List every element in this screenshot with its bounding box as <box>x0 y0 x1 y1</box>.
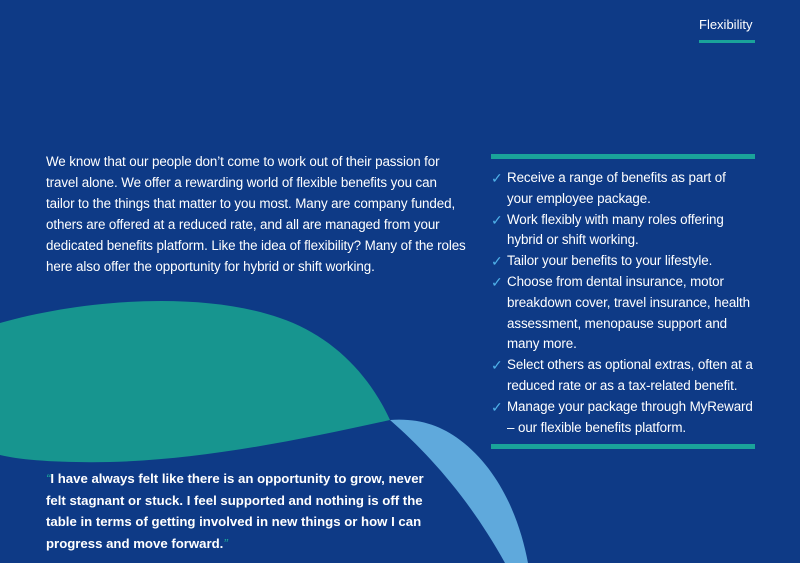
teal-wave-shape <box>0 301 390 462</box>
check-icon: ✓ <box>491 273 503 290</box>
benefit-text: Tailor your benefits to your lifestyle. <box>507 253 713 269</box>
open-quote-mark: “ <box>46 471 51 486</box>
list-item <box>491 272 755 355</box>
section-label: Flexibility <box>699 17 753 32</box>
benefit-text: Work flexibly with many roles offering hybrid or shift working. <box>507 211 724 248</box>
benefits-list-panel <box>491 154 755 449</box>
list-item <box>491 168 755 210</box>
list-item <box>491 355 755 397</box>
employee-quote <box>46 468 426 554</box>
section-tag <box>699 16 755 43</box>
intro-paragraph: We know that our people don’t come to work out of their passion for travel alone. We offer a rewarding world of flexible benefits you can tailor to the things that matter to you most. Many are company funded, others are offered at a reduced rate, and all are managed from your dedicated benefits platform. Like the idea of flexibility? Many of the roles here also offer the opportunity for hybrid or shift working. <box>46 154 466 274</box>
benefit-text: Choose from dental insurance, motor breakdown cover, travel insurance, health assessment, menopause support and many more. <box>507 273 751 352</box>
check-icon: ✓ <box>491 357 503 374</box>
benefit-text: Manage your package through MyReward – our flexible benefits platform. <box>507 398 753 435</box>
benefits-bottom-rule <box>491 444 755 449</box>
quote-text: I have always felt like there is an opportunity to grow, never felt stagnant or stuck. I feel supported and nothing is off the table in terms of getting involved in new things or how I can progress and move forward. <box>46 471 424 551</box>
section-label-underline <box>699 40 755 43</box>
benefit-text: Receive a range of benefits as part of your employee package. <box>507 170 726 206</box>
list-item <box>491 210 755 252</box>
list-item <box>491 397 755 439</box>
benefit-text: Select others as optional extras, often at a reduced rate or as a tax-related benefit. <box>507 357 753 393</box>
check-icon: ✓ <box>491 211 503 228</box>
check-icon: ✓ <box>491 170 503 186</box>
check-icon: ✓ <box>491 398 503 415</box>
check-icon: ✓ <box>491 253 503 270</box>
list-item <box>491 251 755 272</box>
benefits-list <box>491 159 755 444</box>
close-quote-mark: ” <box>223 535 228 551</box>
